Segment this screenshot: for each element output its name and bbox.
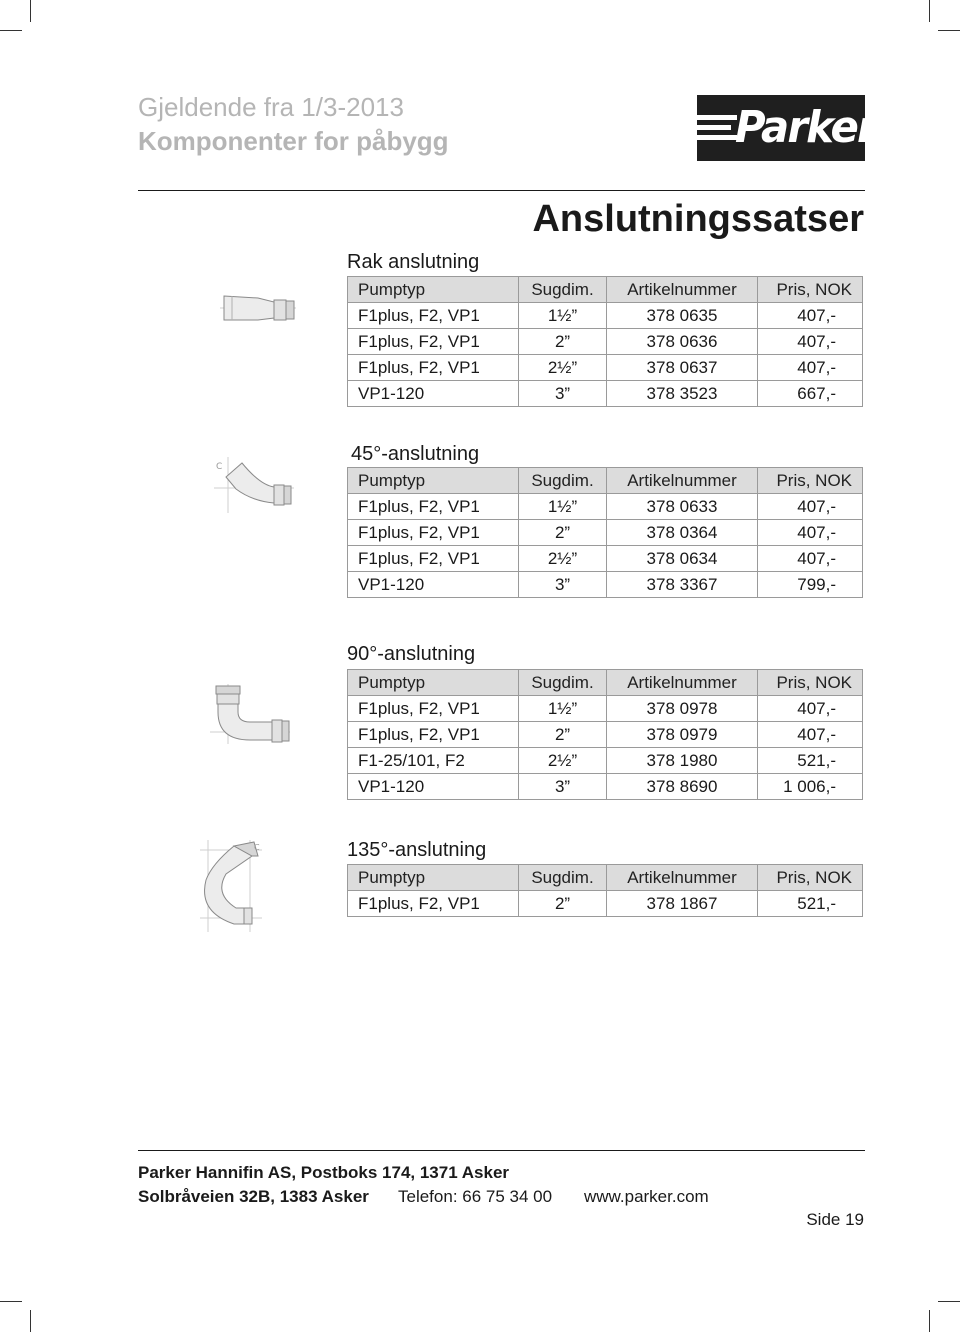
price: 407,- [758, 355, 863, 381]
section-title-90: 90°-anslutning [347, 643, 476, 665]
suction-dim: 3” [519, 572, 607, 598]
pump-type: F1plus, F2, VP1 [348, 546, 519, 572]
column-header: Pumptyp [348, 670, 519, 696]
page-number: Side 19 [806, 1210, 864, 1229]
pump-type: F1-25/101, F2 [348, 748, 519, 774]
svg-text:C: C [216, 462, 223, 472]
section-title-135: 135°-anslutning [347, 839, 487, 861]
column-header: Pris, NOK [758, 277, 863, 303]
section-title-45: 45°-anslutning [351, 443, 480, 465]
article-number: 378 0979 [607, 722, 758, 748]
pump-type: F1plus, F2, VP1 [348, 891, 519, 917]
table-row [348, 696, 863, 722]
header-subtitle: Komponenter for påbygg [138, 126, 449, 156]
table-header-row [348, 468, 863, 494]
table-row [348, 520, 863, 546]
crop-mark [938, 1301, 960, 1302]
suction-dim: 1½” [519, 303, 607, 329]
pump-type: F1plus, F2, VP1 [348, 722, 519, 748]
column-header: Sugdim. [519, 865, 607, 891]
product-table-135 [347, 864, 863, 917]
price: 799,- [758, 572, 863, 598]
table-row [348, 494, 863, 520]
table-row [348, 572, 863, 598]
suction-dim: 2” [519, 520, 607, 546]
article-number: 378 0978 [607, 696, 758, 722]
pump-type: F1plus, F2, VP1 [348, 355, 519, 381]
pipe-90-icon [208, 682, 292, 746]
article-number: 378 0633 [607, 494, 758, 520]
column-header: Pumptyp [348, 865, 519, 891]
pump-type: F1plus, F2, VP1 [348, 520, 519, 546]
column-header: Artikelnummer [607, 468, 758, 494]
parker-logo [697, 95, 876, 161]
column-header: Sugdim. [519, 670, 607, 696]
crop-mark [30, 0, 31, 22]
page-title: Anslutningssatser [532, 198, 864, 240]
pump-type: F1plus, F2, VP1 [348, 696, 519, 722]
column-header: Pris, NOK [758, 865, 863, 891]
table-row [348, 891, 863, 917]
article-number: 378 0635 [607, 303, 758, 329]
table-header-row [348, 277, 863, 303]
suction-dim: 2½” [519, 355, 607, 381]
pump-type: VP1-120 [348, 774, 519, 800]
suction-dim: 2” [519, 722, 607, 748]
logo-text: Parker [735, 102, 876, 153]
suction-dim: 2” [519, 891, 607, 917]
crop-mark [929, 0, 930, 22]
section-title-straight: Rak anslutning [347, 251, 480, 273]
price: 407,- [758, 329, 863, 355]
column-header: Artikelnummer [607, 670, 758, 696]
product-table-90 [347, 669, 863, 800]
table-header-row [348, 670, 863, 696]
column-header: Sugdim. [519, 468, 607, 494]
crop-mark [0, 30, 22, 31]
article-number: 378 0364 [607, 520, 758, 546]
suction-dim: 3” [519, 381, 607, 407]
suction-dim: 2½” [519, 546, 607, 572]
price: 407,- [758, 546, 863, 572]
column-header: Sugdim. [519, 277, 607, 303]
price: 407,- [758, 303, 863, 329]
product-table-45 [347, 467, 863, 598]
table-row [348, 303, 863, 329]
crop-mark [0, 1301, 22, 1302]
pump-type: F1plus, F2, VP1 [348, 329, 519, 355]
column-header: Pris, NOK [758, 468, 863, 494]
column-header: Pumptyp [348, 277, 519, 303]
price: 407,- [758, 696, 863, 722]
table-row [348, 546, 863, 572]
header-rule [138, 190, 865, 191]
straight-pipe-icon [218, 288, 298, 330]
footer-company: Parker Hannifin AS, Postboks 174, 1371 Asker [138, 1163, 510, 1182]
crop-mark [30, 1310, 31, 1332]
price: 667,- [758, 381, 863, 407]
price: 407,- [758, 494, 863, 520]
table-row [348, 748, 863, 774]
article-number: 378 1980 [607, 748, 758, 774]
price: 1 006,- [758, 774, 863, 800]
article-number: 378 8690 [607, 774, 758, 800]
suction-dim: 1½” [519, 494, 607, 520]
footer-web-link[interactable]: www.parker.com [584, 1187, 709, 1206]
footer-phone: Telefon: 66 75 34 00 [398, 1187, 553, 1206]
suction-dim: 2” [519, 329, 607, 355]
pump-type: F1plus, F2, VP1 [348, 303, 519, 329]
suction-dim: 1½” [519, 696, 607, 722]
pump-type: VP1-120 [348, 381, 519, 407]
suction-dim: 3” [519, 774, 607, 800]
crop-mark [929, 1310, 930, 1332]
pipe-45-icon [212, 455, 296, 517]
table-row [348, 355, 863, 381]
article-number: 378 3523 [607, 381, 758, 407]
article-number: 378 0637 [607, 355, 758, 381]
column-header: Pris, NOK [758, 670, 863, 696]
product-table-straight [347, 276, 863, 407]
article-number: 378 1867 [607, 891, 758, 917]
footer-rule [138, 1150, 865, 1151]
header-date: Gjeldende fra 1/3-2013 [138, 92, 404, 122]
svg-text:C: C [254, 843, 260, 852]
table-header-row [348, 865, 863, 891]
pump-type: VP1-120 [348, 572, 519, 598]
column-header: Artikelnummer [607, 865, 758, 891]
price: 521,- [758, 748, 863, 774]
column-header: Artikelnummer [607, 277, 758, 303]
pipe-135-icon [196, 838, 266, 934]
price: 407,- [758, 520, 863, 546]
table-row [348, 774, 863, 800]
article-number: 378 0636 [607, 329, 758, 355]
footer-address: Solbråveien 32B, 1383 Asker [138, 1187, 369, 1206]
price: 407,- [758, 722, 863, 748]
article-number: 378 0634 [607, 546, 758, 572]
price: 521,- [758, 891, 863, 917]
column-header: Pumptyp [348, 468, 519, 494]
crop-mark [938, 30, 960, 31]
pump-type: F1plus, F2, VP1 [348, 494, 519, 520]
table-row [348, 329, 863, 355]
table-row [348, 722, 863, 748]
article-number: 378 3367 [607, 572, 758, 598]
table-row [348, 381, 863, 407]
suction-dim: 2½” [519, 748, 607, 774]
